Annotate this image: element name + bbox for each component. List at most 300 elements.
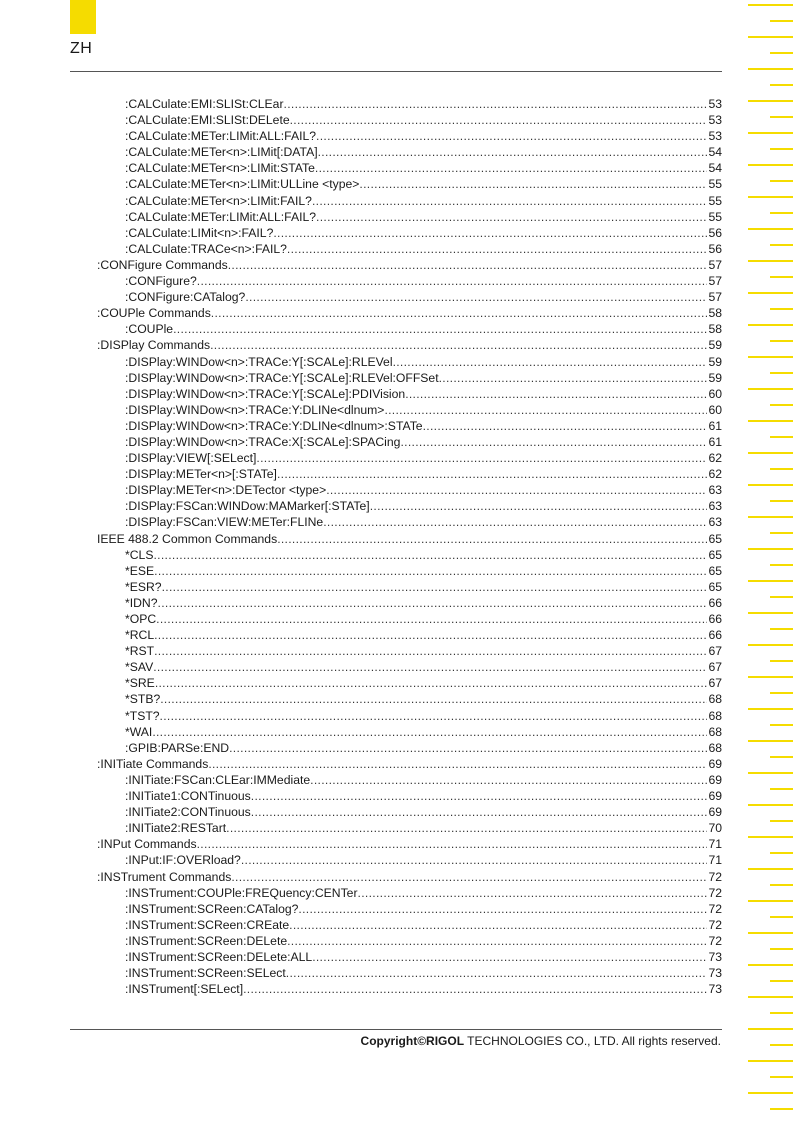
toc-leader-dots [316,209,707,225]
toc-entry-page: 68 [708,692,722,707]
toc-entry-title: :CALCulate:EMI:SLISt:CLEar [125,97,284,111]
footer-copyright [361,1034,721,1048]
toc-entry-page: 67 [708,676,722,691]
toc-leader-dots [312,949,707,965]
toc-entry[interactable] [70,128,722,144]
toc-entry[interactable] [70,354,722,370]
toc-leader-dots [423,418,708,434]
toc-entry[interactable] [70,627,722,643]
toc-entry[interactable] [70,482,722,498]
edge-stripe [770,372,793,374]
toc-entry-page: 66 [708,595,722,610]
toc-leader-dots [284,96,708,112]
toc-entry[interactable] [70,740,722,756]
edge-stripe [770,180,793,182]
toc-entry-page: 69 [708,805,722,820]
toc-entry-title: :INSTrument:SCReen:DELete:ALL [125,949,313,964]
edge-stripe [770,468,793,470]
toc-entry[interactable] [70,643,722,659]
toc-entry[interactable] [70,547,722,563]
toc-entry[interactable] [70,402,722,418]
toc-entry-page: 65 [708,579,722,594]
edge-stripe [748,676,793,678]
edge-stripe [748,964,793,966]
edge-stripe [770,404,793,406]
toc-entry-page: 68 [708,708,722,723]
toc-entry-page: 60 [708,386,722,401]
language-label: ZH [70,40,93,57]
toc-entry[interactable] [70,949,722,965]
edge-stripe [770,212,793,214]
toc-entry[interactable] [70,708,722,724]
toc-leader-dots [154,627,707,643]
toc-entry-page: 69 [708,789,722,804]
toc-entry-title: :CALCulate:TRACe<n>:FAIL? [125,241,287,256]
edge-stripe [770,884,793,886]
toc-entry-page: 55 [708,209,722,224]
toc-entry[interactable] [70,820,722,836]
toc-entry-page: 62 [708,467,722,482]
toc-entry[interactable] [70,772,722,788]
toc-entry[interactable] [70,804,722,820]
toc-leader-dots [323,514,707,530]
toc-leader-dots [359,176,707,192]
toc-entry-title: :INITiate1:CONTinuous [125,789,251,804]
toc-entry-page: 69 [708,772,722,787]
toc-entry-page: 72 [708,917,722,932]
toc-entry-title: :CALCulate:METer<n>:LIMit:STATe [125,161,315,176]
toc-entry-title: :CALCulate:METer:LIMit:ALL:FAIL? [125,129,317,144]
toc-entry[interactable] [70,563,722,579]
toc-entry-page: 70 [708,821,722,836]
toc-entry[interactable] [70,241,722,257]
toc-entry-page: 54 [708,161,722,176]
toc-entry-title: :DISPlay:WINDow<n>:TRACe:Y:DLINe<dlnum>:STATe [125,418,423,433]
toc-entry-title: :INITiate2:CONTinuous [125,805,251,820]
toc-entry-title: :DISPlay:METer<n>[:STATe] [125,467,277,482]
toc-entry[interactable] [70,498,722,514]
edge-stripe [748,228,793,230]
toc-leader-dots [208,756,707,772]
toc-entry-title: :DISPlay:WINDow<n>:TRACe:Y:DLINe<dlnum> [125,402,385,417]
toc-leader-dots [289,917,707,933]
toc-entry[interactable] [70,209,722,225]
edge-stripe [748,68,793,70]
toc-entry-title: :INPut:IF:OVERload? [125,853,241,868]
toc-leader-dots [162,579,708,595]
toc-entry-title: *IDN? [125,595,158,610]
toc-entry[interactable] [70,337,722,353]
edge-stripe [770,596,793,598]
toc-entry[interactable] [70,531,722,547]
toc-entry-page: 54 [708,145,722,160]
edge-stripe [748,548,793,550]
toc-entry-page: 57 [708,274,722,289]
toc-entry-title: :INSTrument[:SELect] [125,982,244,997]
toc-entry[interactable] [70,305,722,321]
toc-entry-page: 63 [708,499,722,514]
edge-stripe [770,660,793,662]
edge-stripe [748,900,793,902]
toc-entry-page: 68 [708,724,722,739]
toc-leader-dots [243,981,707,997]
edge-stripe [748,324,793,326]
header-accent-tab [70,0,96,34]
toc-leader-dots [251,788,708,804]
edge-stripe [748,388,793,390]
edge-stripe [770,1012,793,1014]
toc-entry[interactable] [70,965,722,981]
toc-leader-dots [273,225,707,241]
toc-entry-page: 68 [708,740,722,755]
toc-leader-dots [384,402,707,418]
toc-entry[interactable] [70,724,722,740]
header-divider [70,71,722,72]
toc-entry-page: 55 [708,193,722,208]
toc-entry-page: 67 [708,660,722,675]
toc-leader-dots [156,611,707,627]
toc-entry-page: 65 [708,563,722,578]
toc-entry-page: 66 [708,628,722,643]
edge-stripe [770,724,793,726]
toc-entry[interactable] [70,466,722,482]
toc-entry-title: :DISPlay:VIEW[:SELect] [125,451,257,466]
toc-entry[interactable] [70,514,722,530]
toc-leader-dots [290,112,708,128]
toc-leader-dots [287,933,707,949]
toc-entry-page: 56 [708,225,722,240]
edge-stripe [748,932,793,934]
toc-entry-page: 60 [708,402,722,417]
toc-leader-dots [160,691,707,707]
toc-entry-page: 73 [708,966,722,981]
toc-entry[interactable] [70,579,722,595]
toc-leader-dots [155,675,708,691]
toc-entry[interactable] [70,321,722,337]
toc-entry-title: :GPIB:PARSe:END [125,740,230,755]
toc-leader-dots [211,305,708,321]
toc-leader-dots [197,836,708,852]
edge-stripe [770,84,793,86]
toc-entry-title: *SAV [125,660,154,675]
toc-entry-page: 55 [708,177,722,192]
toc-entry[interactable] [70,370,722,386]
toc-entry[interactable] [70,901,722,917]
toc-entry[interactable] [70,885,722,901]
toc-entry-page: 72 [708,869,722,884]
toc-leader-dots [287,241,708,257]
edge-stripe [770,788,793,790]
toc-entry-title: :INITiate:FSCan:CLEar:IMMediate [125,772,311,787]
toc-leader-dots [154,563,707,579]
toc-leader-dots [405,386,707,402]
edge-stripe [770,628,793,630]
toc-entry-title: :CALCulate:METer<n>:LIMit:FAIL? [125,193,312,208]
edge-stripe [770,916,793,918]
edge-stripe [770,820,793,822]
toc-entry[interactable] [70,96,722,112]
toc-entry-title: *RCL [125,628,155,643]
toc-entry[interactable] [70,386,722,402]
copyright-text: TECHNOLOGIES CO., LTD. All rights reserved. [464,1034,721,1048]
toc-entry-page: 73 [708,949,722,964]
toc-entry-title: IEEE 488.2 Common Commands [97,531,278,546]
edge-stripe [748,516,793,518]
edge-stripe [748,260,793,262]
edge-stripe [770,564,793,566]
edge-stripe [748,612,793,614]
toc-entry-page: 61 [708,418,722,433]
edge-stripe [748,868,793,870]
toc-entry-page: 67 [708,644,722,659]
toc-entry-title: *SRE [125,676,155,691]
toc-entry[interactable] [70,144,722,160]
toc-leader-dots [158,595,708,611]
toc-entry[interactable] [70,756,722,772]
toc-entry[interactable] [70,659,722,675]
edge-stripe [770,692,793,694]
toc-entry-title: :CALCulate:METer:LIMit:ALL:FAIL? [125,209,317,224]
toc-entry[interactable] [70,193,722,209]
toc-leader-dots [245,289,707,305]
toc-entry-title: *STB? [125,692,161,707]
edge-stripes [748,0,793,1122]
edge-stripe [748,580,793,582]
table-of-contents [70,96,722,997]
toc-entry-page: 71 [708,837,722,852]
toc-entry-title: :INSTrument:SCReen:CATalog? [125,901,299,916]
toc-entry-page: 57 [708,290,722,305]
toc-entry-title: :CALCulate:METer<n>:LIMit[:DATA] [125,145,318,160]
toc-entry-title: :DISPlay:WINDow<n>:TRACe:Y[:SCALe]:PDIVision [125,386,406,401]
edge-stripe [770,52,793,54]
toc-entry-title: :CALCulate:LIMit<n>:FAIL? [125,225,274,240]
toc-leader-dots [312,193,707,209]
toc-leader-dots [241,852,708,868]
toc-entry-page: 72 [708,885,722,900]
toc-leader-dots [153,659,707,675]
toc-entry[interactable] [70,176,722,192]
toc-entry-title: :INSTrument:COUPle:FREQuency:CENTer [125,885,358,900]
toc-entry-title: :COUPle [125,322,174,337]
toc-entry-page: 65 [708,547,722,562]
toc-leader-dots [160,708,708,724]
edge-stripe [748,708,793,710]
edge-stripe [748,132,793,134]
toc-entry-page: 72 [708,933,722,948]
toc-leader-dots [153,547,707,563]
footer-divider [70,1029,722,1030]
toc-entry-page: 71 [708,853,722,868]
toc-entry-title: :CONFigure? [125,274,197,289]
toc-entry-title: *CLS [125,547,154,562]
toc-entry[interactable] [70,836,722,852]
toc-leader-dots [229,740,707,756]
edge-stripe [748,292,793,294]
toc-entry-page: 59 [708,354,722,369]
edge-stripe [770,276,793,278]
edge-stripe [748,644,793,646]
edge-stripe [748,36,793,38]
toc-entry-page: 66 [708,612,722,626]
toc-entry-title: :INPut Commands [97,837,197,852]
edge-stripe [770,500,793,502]
toc-leader-dots [370,498,708,514]
edge-stripe [770,116,793,118]
toc-entry-title: *TST? [125,708,160,723]
edge-stripe [770,532,793,534]
toc-leader-dots [439,370,708,386]
edge-stripe [770,852,793,854]
edge-stripe [748,804,793,806]
toc-entry-title: :INSTrument:SCReen:DELete [125,933,288,948]
toc-entry-title: :DISPlay:FSCan:WINDow:MAMarker[:STATe] [125,499,370,514]
toc-entry-title: :DISPlay:WINDow<n>:TRACe:X[:SCALe]:SPACing [125,434,401,449]
toc-entry[interactable] [70,981,722,997]
toc-entry[interactable] [70,257,722,273]
toc-leader-dots [358,885,708,901]
toc-entry-page: 59 [708,370,722,385]
toc-entry[interactable] [70,434,722,450]
edge-stripe [748,836,793,838]
toc-entry-title: :CONFigure:CATalog? [125,290,246,305]
toc-entry-title: *ESE [125,563,155,578]
edge-stripe [748,996,793,998]
edge-stripe [770,1108,793,1110]
toc-entry[interactable] [70,225,722,241]
toc-entry-title: *RST [125,644,155,659]
edge-stripe [770,948,793,950]
toc-leader-dots [286,965,708,981]
toc-entry[interactable] [70,917,722,933]
toc-entry-title: :CONFigure Commands [97,257,228,272]
toc-entry-page: 72 [708,901,722,916]
toc-entry-page: 63 [708,515,722,530]
toc-entry[interactable] [70,611,722,627]
toc-entry-title: :DISPlay Commands [97,338,211,353]
toc-entry[interactable] [70,160,722,176]
toc-entry-title: :INSTrument:SCReen:CREate [125,917,290,932]
edge-stripe [748,164,793,166]
edge-stripe [770,436,793,438]
toc-entry[interactable] [70,852,722,868]
toc-leader-dots [400,434,707,450]
edge-stripe [748,452,793,454]
copyright-brand: Copyright©RIGOL [360,1034,465,1048]
edge-stripe [770,308,793,310]
toc-entry-page: 57 [708,257,722,272]
toc-leader-dots [256,450,707,466]
toc-entry[interactable] [70,289,722,305]
edge-stripe [748,196,793,198]
toc-entry[interactable] [70,675,722,691]
toc-leader-dots [315,160,708,176]
toc-entry-page: 59 [708,338,722,353]
edge-stripe [748,1060,793,1062]
toc-entry-title: :COUPle Commands [97,306,211,321]
toc-entry-page: 56 [708,241,722,256]
toc-entry[interactable] [70,273,722,289]
edge-stripe [770,1044,793,1046]
toc-entry-title: :CALCulate:METer<n>:LIMit:ULLine <type> [125,177,360,192]
toc-entry-title: :DISPlay:WINDow<n>:TRACe:Y[:SCALe]:RLEVel [125,354,393,369]
toc-entry-page: 63 [708,483,722,498]
edge-stripe [748,772,793,774]
edge-stripe [770,244,793,246]
toc-leader-dots [231,869,707,885]
toc-entry[interactable] [70,788,722,804]
toc-entry-title: *WAI [125,724,153,739]
toc-entry-title: :INITiate2:RESTart [125,821,227,836]
toc-entry-title: *OPC [125,612,157,626]
toc-leader-dots [173,321,707,337]
edge-stripe [748,1028,793,1030]
toc-entry-page: 53 [708,97,722,111]
edge-stripe [748,4,793,6]
toc-leader-dots [298,901,707,917]
edge-stripe [770,148,793,150]
toc-entry-page: 58 [708,306,722,321]
toc-entry-page: 53 [708,113,722,128]
toc-entry-page: 61 [708,434,722,449]
toc-entry-page: 65 [708,531,722,546]
toc-entry[interactable] [70,595,722,611]
toc-entry-title: :DISPlay:METer<n>:DETector <type> [125,483,327,498]
toc-entry-title: :INITiate Commands [97,756,209,771]
toc-leader-dots [197,273,708,289]
toc-leader-dots [226,820,707,836]
toc-entry-page: 53 [708,129,722,144]
toc-entry-title: *ESR? [125,579,162,594]
toc-entry-page: 69 [708,756,722,771]
toc-leader-dots [316,128,707,144]
toc-entry[interactable] [70,418,722,434]
toc-leader-dots [393,354,708,370]
toc-leader-dots [210,337,707,353]
toc-leader-dots [152,724,707,740]
toc-entry-title: :INSTrument Commands [97,869,232,884]
edge-stripe [748,100,793,102]
toc-leader-dots [318,144,708,160]
toc-entry-title: :INSTrument:SCReen:SELect [125,966,286,981]
toc-entry[interactable] [70,869,722,885]
toc-leader-dots [310,772,707,788]
toc-entry[interactable] [70,691,722,707]
edge-stripe [770,980,793,982]
toc-entry-title: :CALCulate:EMI:SLISt:DELete [125,113,290,128]
toc-entry[interactable] [70,450,722,466]
edge-stripe [748,420,793,422]
edge-stripe [748,484,793,486]
edge-stripe [748,740,793,742]
edge-stripe [770,756,793,758]
toc-leader-dots [228,257,708,273]
toc-leader-dots [251,804,708,820]
edge-stripe [748,1092,793,1094]
toc-leader-dots [277,531,707,547]
toc-entry[interactable] [70,112,722,128]
toc-leader-dots [277,466,707,482]
toc-entry-title: :DISPlay:FSCan:VIEW:METer:FLINe [125,515,324,530]
edge-stripe [748,356,793,358]
toc-entry[interactable] [70,933,722,949]
toc-entry-page: 58 [708,322,722,337]
edge-stripe [770,340,793,342]
edge-stripe [770,1076,793,1078]
toc-entry-page: 62 [708,451,722,466]
edge-stripe [770,20,793,22]
toc-leader-dots [154,643,707,659]
